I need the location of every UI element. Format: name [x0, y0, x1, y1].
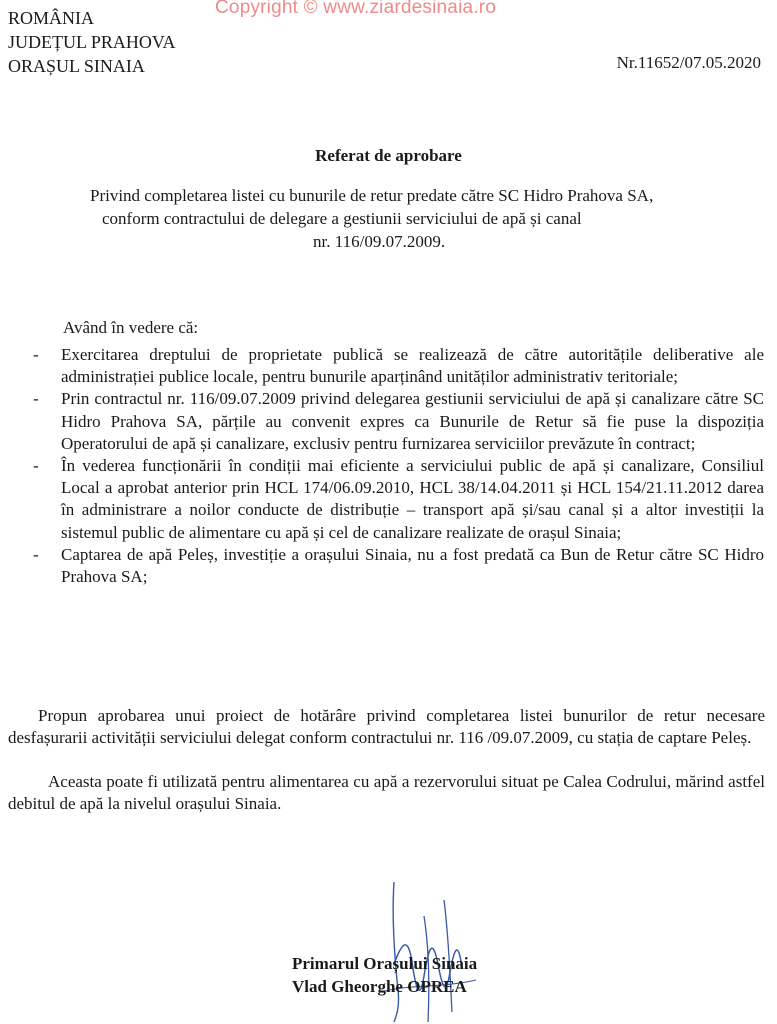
bullet-dash: - — [33, 456, 39, 476]
proposal-paragraph: Propun aprobarea unui proiect de hotărâre privind completarea listei bunurilor de retur necesare desfașurarii activității serviciului delegat conform contractului nr. 116 /09.07.2009, cu stația de captare Peleș. — [8, 706, 765, 748]
bullet-dash: - — [33, 345, 39, 364]
list-item-text: Exercitarea dreptului de proprietate publică se realizează de către autoritățile deliberative ale administrației publice locale, pentru bunurile aparținând unităților administrativ teritoriale; — [61, 345, 764, 387]
list-item — [0, 388, 777, 455]
intro-line: Având în vedere că: — [63, 318, 199, 337]
subject-line-2: conform contractului de delegare a gestiunii serviciului de apă și canal — [102, 209, 582, 228]
bullet-dash: - — [33, 544, 39, 564]
considerations-list — [0, 344, 777, 588]
signature-block — [292, 952, 477, 998]
subject-line-3: nr. 116/09.07.2009. — [313, 232, 446, 251]
list-item-text: În vederea funcționării în condiții mai eficiente a serviciului public de apă și canalizare, Consiliul Local a aprobat anterior prin HCL 174/06.09.2010, HCL 38/14.04.2011 și HCL 154/21.11.2012 darea în administrare a noilor conducte de distribuție – transport apă și/sau canal și a altor investiții la sistemul public de alimentare cu apă și cel de canalizare realizate de orașul Sinaia; — [61, 456, 764, 542]
signatory-role: Primarul Orașului Sinaia — [292, 954, 478, 973]
registration-number: Nr.11652/07.05.2020 — [616, 53, 761, 72]
list-item — [0, 544, 777, 588]
header-country: ROMÂNIA — [8, 8, 95, 28]
handwritten-signature — [372, 872, 482, 1022]
usage-paragraph: Aceasta poate fi utilizată pentru alimentarea cu apă a rezervorului situat pe Calea Codrului, mărind astfel debitul de apă la nivelul orașului Sinaia. — [8, 772, 765, 814]
issuer-header — [8, 6, 176, 78]
list-item-text: Prin contractul nr. 116/09.07.2009 privind delegarea gestiunii serviciului de apă și canalizare către SC Hidro Prahova SA, părțile au convenit expres ca Bunurile de Retur să fie puse la dispoziția Operatorului de apă și canalizare, exclusiv pentru furnizarea serviciilor prevăzute în contract; — [61, 389, 764, 453]
document-title: Referat de aprobare — [315, 146, 462, 165]
header-county: JUDEȚUL PRAHOVA — [8, 32, 176, 52]
copyright-watermark: Copyright © www.ziardesinaia.ro — [215, 0, 497, 18]
list-item — [0, 344, 777, 388]
list-item-text: Captarea de apă Peleș, investiție a orașului Sinaia, nu a fost predată ca Bun de Retur către SC Hidro Prahova SA; — [61, 544, 764, 587]
header-city: ORAȘUL SINAIA — [8, 56, 145, 76]
subject-line-1: Privind completarea listei cu bunurile de retur predate către SC Hidro Prahova SA, — [90, 186, 654, 205]
list-item — [0, 455, 777, 544]
signatory-name: Vlad Gheorghe OPREA — [292, 977, 467, 996]
bullet-dash: - — [33, 389, 39, 409]
